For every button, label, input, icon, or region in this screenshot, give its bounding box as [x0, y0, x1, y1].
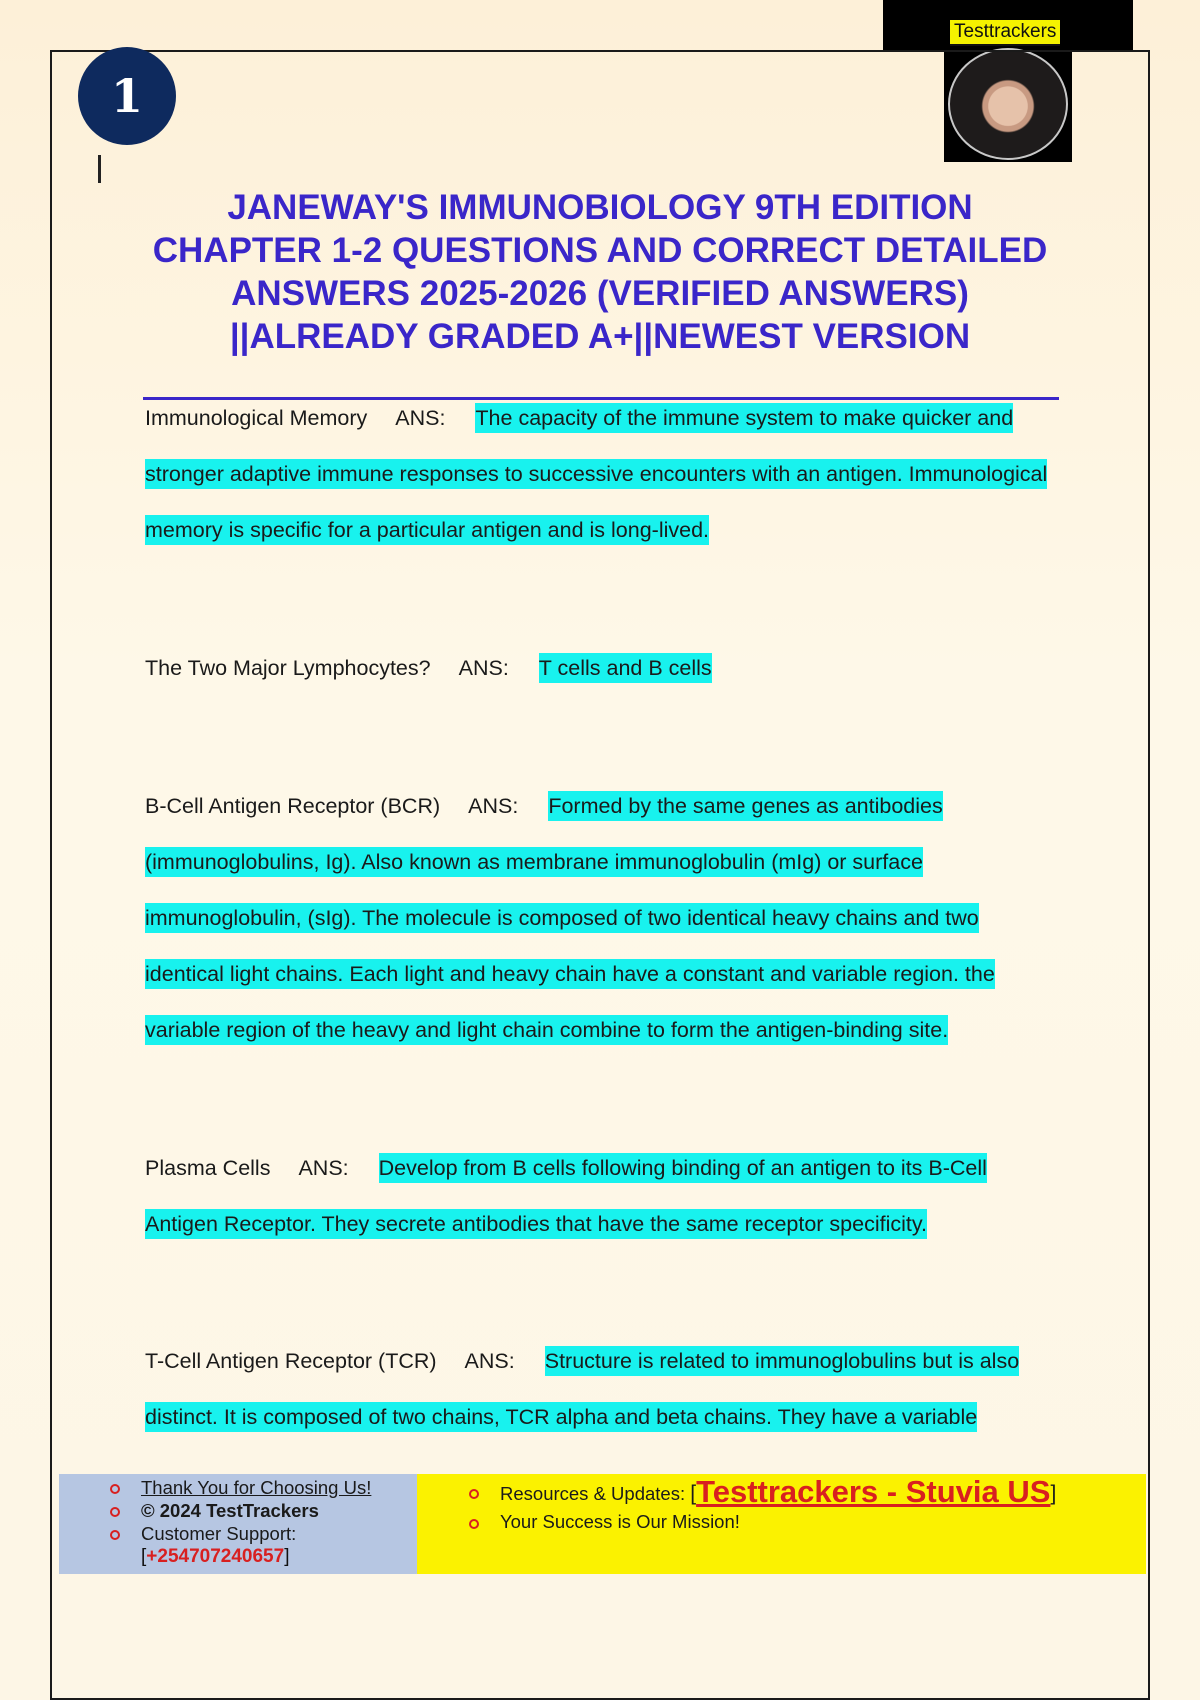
support-phone[interactable]: [+254707240657] [141, 1546, 290, 1567]
footer-contact-list [141, 1476, 371, 1545]
qa-item [145, 778, 1050, 1058]
brand-tag: Testtrackers [950, 20, 1060, 46]
ans-label: ANS: [458, 656, 509, 680]
footer-copyright: © 2024 TestTrackers [141, 1499, 371, 1522]
footer-resources-panel [417, 1474, 1146, 1574]
document-title: JANEWAY'S IMMUNOBIOLOGY 9TH EDITION CHAPTER 1-2 QUESTIONS AND CORRECT DETAILED ANSWERS 2025-2026 (VERIFIED ANSWERS) ||ALREADY GRADED A+||NEWEST VERSION [152, 188, 1048, 356]
footer-resources-item: Resources & Updates: [Testtrackers - Stuvia US] [500, 1474, 1057, 1509]
footer-contact-panel [59, 1474, 417, 1574]
page-number-badge: 1 [78, 47, 176, 145]
answer-text: Structure is related to immunoglobulins but is also distinct. It is composed of two chains, TCR alpha and beta chains. They have a variable [145, 1346, 1019, 1432]
answer-text: T cells and B cells [539, 653, 712, 683]
footer-thanks-link[interactable]: Thank You for Choosing Us! [141, 1477, 372, 1498]
resources-label: Resources & Updates: [500, 1483, 686, 1504]
qa-item [145, 640, 1050, 696]
question-text: B-Cell Antigen Receptor (BCR) [145, 794, 441, 818]
question-text: Plasma Cells [145, 1156, 271, 1180]
ans-label: ANS: [395, 406, 446, 430]
ans-label: ANS: [464, 1349, 515, 1373]
resources-link[interactable]: Testtrackers - Stuvia US [696, 1474, 1051, 1509]
question-text: T-Cell Antigen Receptor (TCR) [145, 1349, 437, 1373]
qa-item [145, 1333, 1050, 1445]
question-text: Immunological Memory [145, 406, 368, 430]
ans-label: ANS: [468, 794, 519, 818]
qa-item [145, 390, 1050, 558]
qa-item [145, 1140, 1050, 1252]
ans-label: ANS: [298, 1156, 349, 1180]
support-phone-number: +254707240657 [146, 1546, 285, 1567]
question-text: The Two Major Lymphocytes? [145, 656, 431, 680]
answer-text: Formed by the same genes as antibodies (immunoglobulins, Ig). Also known as membrane immunoglobulin (mIg) or surface immunoglobulin, (sIg). The molecule is composed of two identical heavy chains and two identical light chains. Each light and heavy chain have a constant and variable region. the variable region of the heavy and light chain combine to form the antigen-binding site. [145, 791, 995, 1045]
answer-text: Develop from B cells following binding of an antigen to its B-Cell Antigen Receptor. They secrete antibodies that have the same receptor specificity. [145, 1153, 987, 1239]
footer-resources-list [500, 1474, 1057, 1536]
footer-mission: Your Success is Our Mission! [500, 1508, 1056, 1536]
answer-text: The capacity of the immune system to make quicker and stronger adaptive immune responses to successive encounters with an antigen. Immunological memory is specific for a particular antigen and is long-lived. [145, 403, 1047, 545]
text-cursor [98, 155, 101, 183]
footer-support-label: Customer Support: [141, 1522, 371, 1545]
